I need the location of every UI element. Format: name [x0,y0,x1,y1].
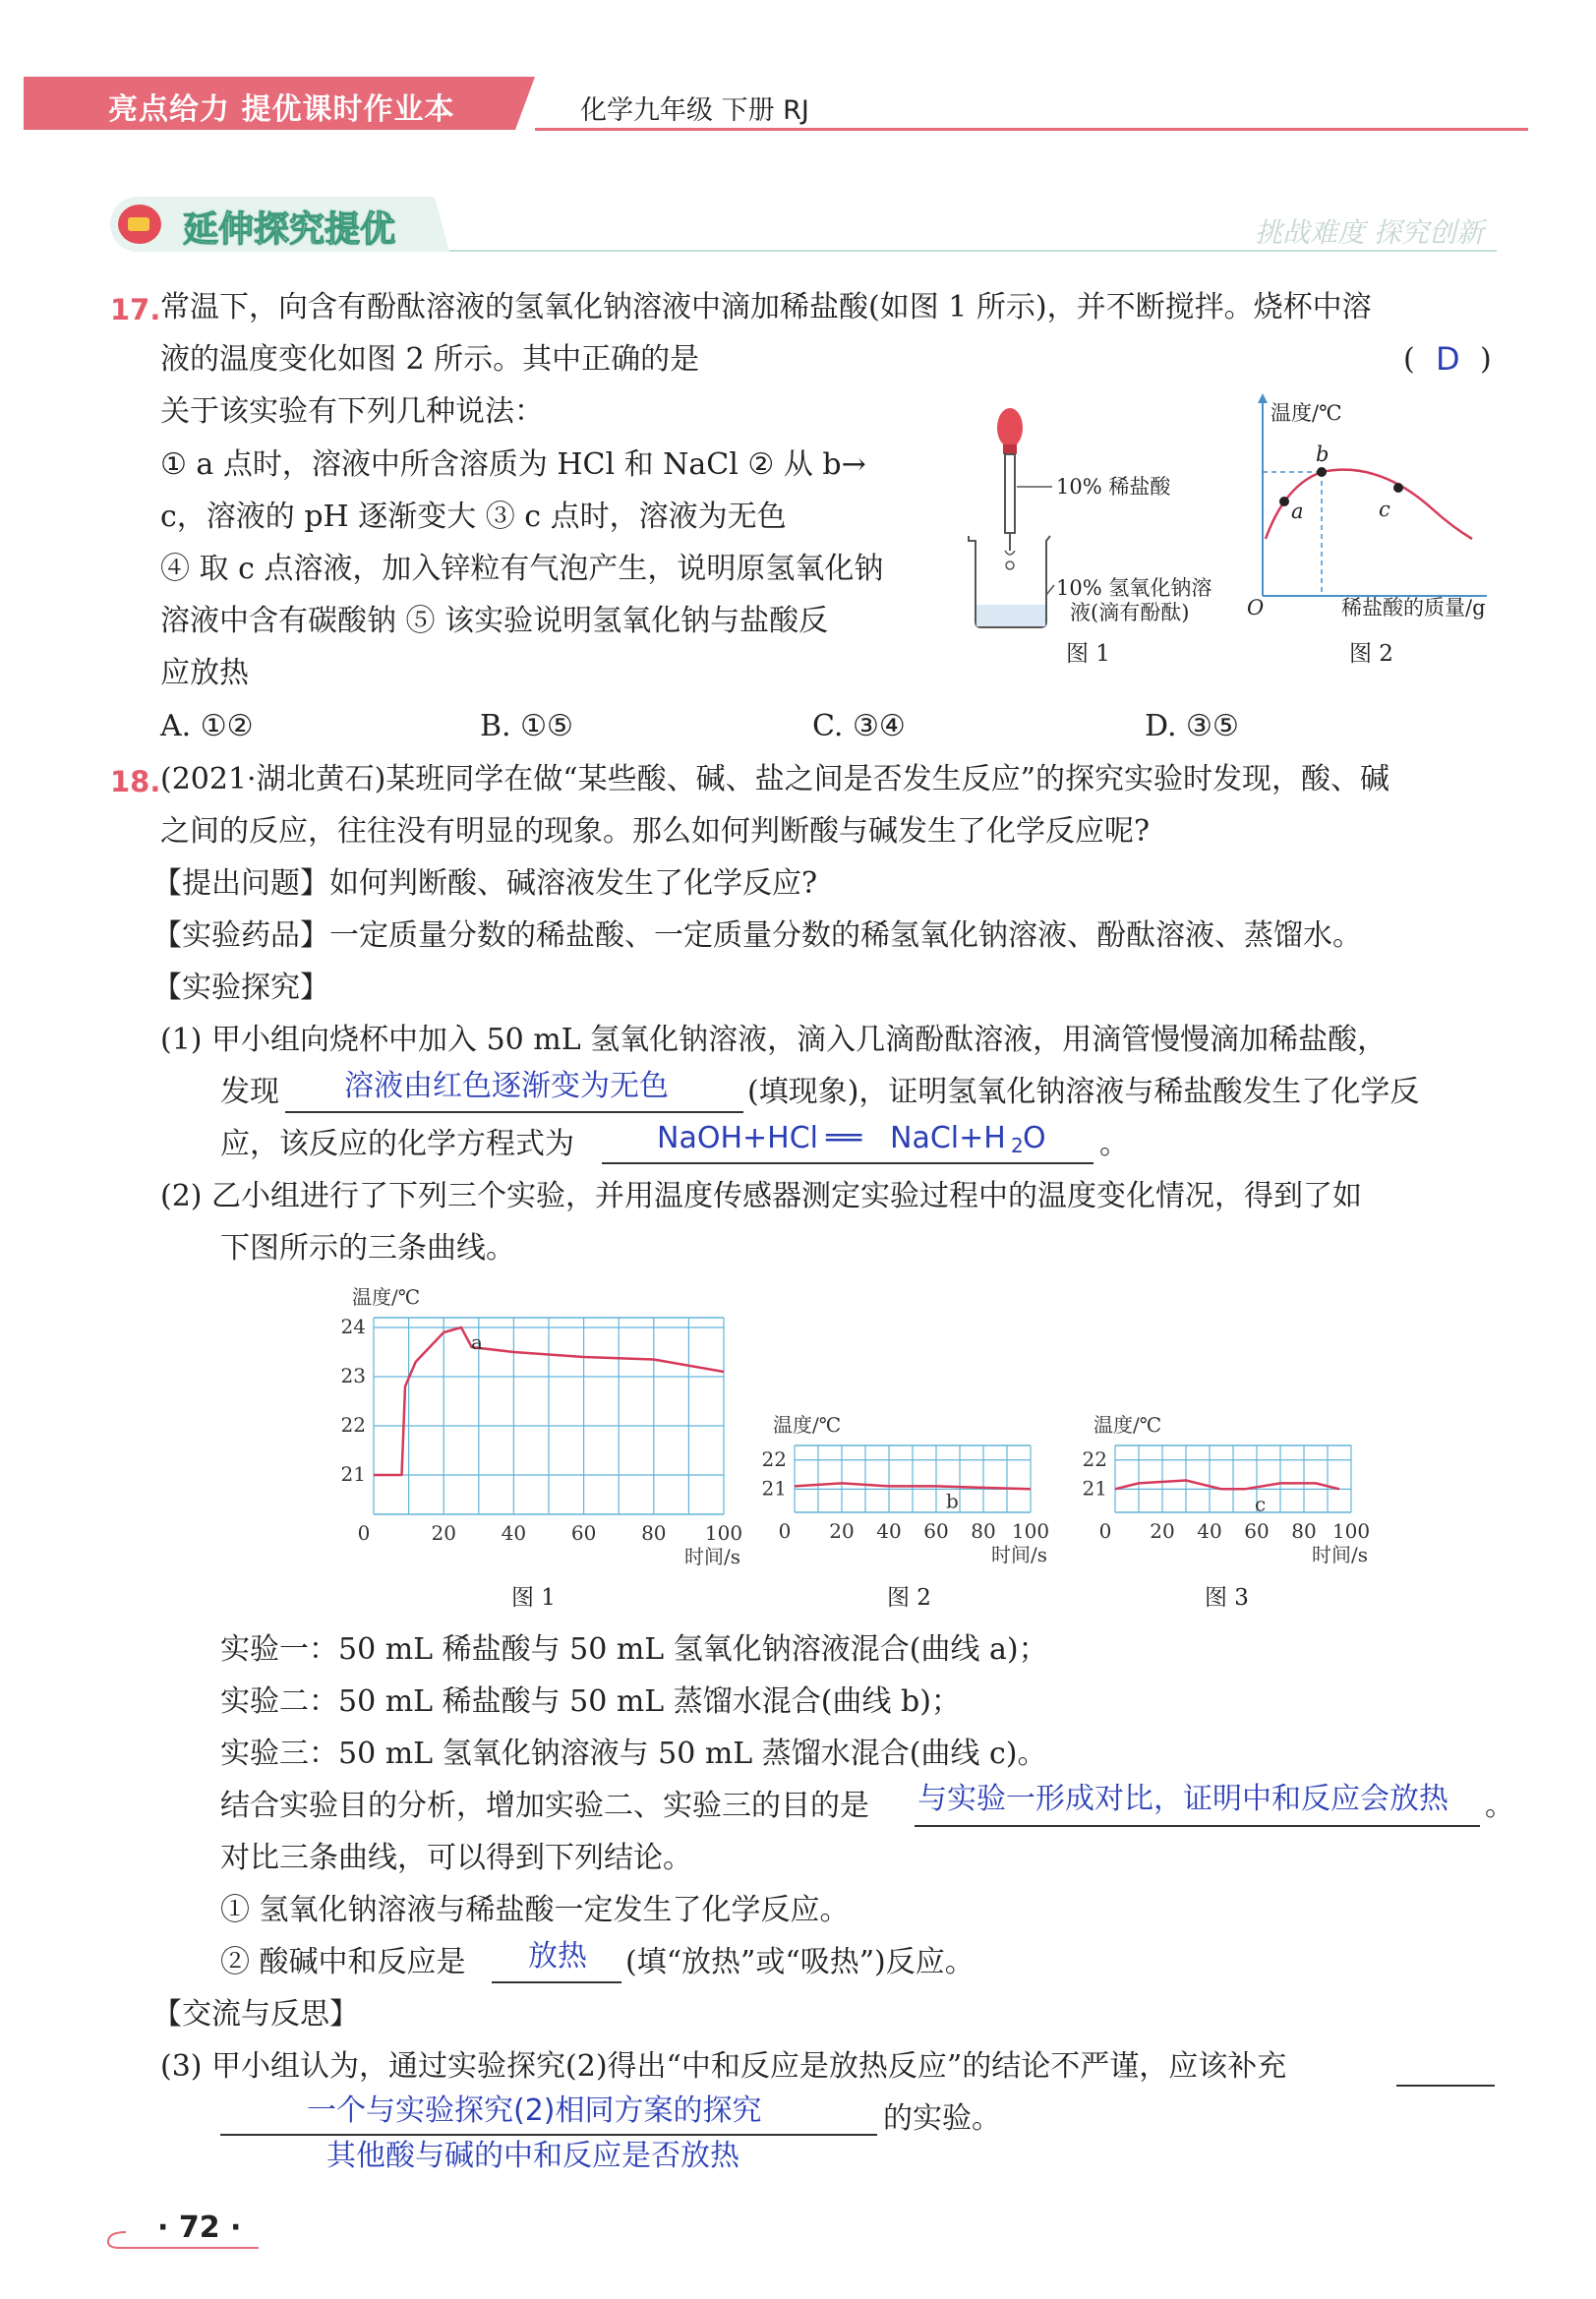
x-axis-label: 时间/s [991,1543,1048,1566]
q18-purpose-end: 。 [1485,1789,1514,1823]
q17-fig2-label-b: b [1316,442,1330,466]
q17-fig2-caption: 图 2 [1349,641,1393,667]
q17-fig1-caption: 图 1 [1066,641,1110,667]
x-tick-label: 20 [829,1519,855,1543]
curve-label: b [946,1489,959,1513]
question-18-number: 18. [110,765,161,798]
dropper-icon [997,408,1023,551]
y-tick-label: 22 [340,1413,366,1437]
q17-fig2-origin: O [1247,596,1265,619]
q17-option-b: B. ①⑤ [480,709,573,743]
x-tick-label: 80 [1291,1519,1317,1543]
q18-chart2-caption: 图 2 [887,1585,931,1611]
q18-stem-line2: 之间的反应，往往没有明显的现象。那么如何判断酸与碱发生了化学反应呢? [160,814,1151,849]
x-tick-label: 0 [357,1521,371,1545]
q17-fig2-label-a: a [1291,500,1304,523]
answer-blank-line [915,1825,1480,1827]
q18-conclude: 对比三条曲线，可以得到下列结论。 [220,1841,692,1875]
section-subtitle: 挑战难度 探究创新 [1255,216,1484,249]
q18-conclusion-2-tail: (填“放热”或“吸热”)反应。 [625,1945,975,1979]
x-tick-label: 60 [923,1519,949,1543]
q17-figure2-chart [1241,391,1497,618]
curve-label: c [1255,1492,1267,1516]
q18-chart3-caption: 图 3 [1205,1585,1249,1611]
subject-label: 化学九年级 下册 RJ [580,95,809,126]
x-tick-label: 100 [1331,1519,1371,1543]
q18-purpose-lead: 结合实验目的分析，增加实验二、实验三的目的是 [220,1789,869,1823]
q18-purpose-answer: 与实验一形成对比，证明中和反应会放热 [917,1782,1448,1816]
q17-claim-line: 应放热 [160,656,249,690]
q18-chart1-caption: 图 1 [511,1585,556,1611]
q18-part3-line1: (3) 甲小组认为，通过实验探究(2)得出“中和反应是放热反应”的结论不严谨，应该补充 [160,2049,1287,2084]
answer-blank-line [492,1981,621,1983]
x-tick-label: 20 [431,1521,456,1545]
q17-option-a: A. ①② [160,709,254,743]
q18-equation-subscript: 2 [1011,1134,1024,1157]
q18-part3-tail: 的实验。 [883,2101,1001,2136]
acid-label: 10% 稀盐酸 [1056,475,1171,499]
q18-chart-1 [325,1278,757,1573]
q18-part1-line1: (1) 甲小组向烧杯中加入 50 mL 氢氧化钠溶液，滴入几滴酚酞溶液，用滴管慢慢滴加稀盐酸， [160,1023,1388,1057]
q18-chart-2 [757,1406,1072,1573]
q18-equation-right: NaCl+H [890,1121,1006,1155]
q17-paren-open: ( [1403,342,1415,377]
series-title: 亮点给力 提优课时作业本 [108,92,455,127]
point-b [1317,467,1327,477]
x-tick-label: 20 [1150,1519,1175,1543]
q18-equation-left: NaOH+HCl [657,1121,818,1155]
q17-stem-line1: 常温下，向含有酚酞溶液的氢氧化钠溶液中滴加稀盐酸(如图 1 所示)，并不断搅拌。烧杯中溶 [160,290,1372,324]
q17-fig2-ylabel: 温度/℃ [1271,401,1342,425]
q17-stem-line2: 液的温度变化如图 2 所示。其中正确的是 [160,342,700,377]
y-axis-label: 温度/℃ [352,1285,421,1309]
curve-label: a [471,1330,483,1354]
base-label-line2: 液(滴有酚酞) [1070,601,1190,624]
y-axis-label: 温度/℃ [1094,1413,1162,1437]
x-tick-label: 40 [501,1521,527,1545]
q18-part2-line1: (2) 乙小组进行了下列三个实验，并用温度传感器测定实验过程中的温度变化情况，得到了如 [160,1179,1363,1213]
q18-part1-found: 发现 [220,1075,279,1109]
x-tick-label: 100 [704,1521,743,1545]
x-axis-label: 时间/s [1312,1543,1369,1566]
answer-blank-line [602,1162,1094,1164]
answer-blank-line [220,2134,877,2136]
section-book-icon [118,205,161,244]
y-axis-label: 温度/℃ [773,1413,842,1437]
q18-explore-heading: 【实验探究】 [152,971,329,1005]
q18-experiment2: 实验二：50 mL 稀盐酸与 50 mL 蒸馏水混合(曲线 b)； [220,1684,961,1719]
q17-fig2-xlabel: 稀盐酸的质量/g [1341,596,1486,619]
series-line-c [1115,1481,1339,1490]
q18-part1-tail: (填现象)，证明氢氧化钠溶液与稀盐酸发生了化学反 [747,1075,1420,1109]
q18-equation-o: O [1023,1121,1046,1155]
q18-reflect-heading: 【交流与反思】 [152,1997,359,2032]
x-tick-label: 0 [778,1519,792,1543]
q17-claim-line: c，溶液的 pH 逐渐变大 ③ c 点时，溶液为无色 [160,500,787,534]
q18-problem: 【提出问题】如何判断酸、碱溶液发生了化学反应? [152,866,818,901]
q17-figure1-apparatus [944,403,1239,678]
y-tick-label: 22 [761,1446,787,1471]
x-tick-label: 100 [1011,1519,1050,1543]
q18-experiment1: 实验一：50 mL 稀盐酸与 50 mL 氢氧化钠溶液混合(曲线 a)； [220,1632,1048,1667]
q17-claim-line: 溶液中含有碳酸钠 ⑤ 该实验说明氢氧化钠与盐酸反 [160,604,829,638]
y-tick-label: 21 [761,1476,787,1501]
x-axis-label: 时间/s [684,1545,741,1568]
point-a [1279,497,1289,506]
q17-option-d: D. ③⑤ [1145,709,1239,743]
section-title: 延伸探究提优 [183,209,396,250]
q18-reagents: 【实验药品】一定质量分数的稀盐酸、一定质量分数的稀氢氧化钠溶液、酚酞溶液、蒸馏水。 [152,918,1362,953]
q17-paren-close: ) [1480,342,1492,377]
q18-conclusion-2-lead: ② 酸碱中和反应是 [220,1945,466,1979]
q18-equation-sign: ══ [826,1121,862,1155]
header-rule [535,128,1528,131]
y-tick-label: 21 [340,1462,366,1486]
q18-part1-answer-phenomenon: 溶液由红色逐渐变为无色 [344,1069,669,1103]
q18-stem-line1: (2021·湖北黄石)某班同学在做“某些酸、碱、盐之间是否发生反应”的探究实验时发现，酸、碱 [160,762,1389,796]
x-tick-label: 40 [876,1519,902,1543]
q17-claims-intro: 关于该实验有下列几种说法： [160,394,544,429]
q18-experiment3: 实验三：50 mL 氢氧化钠溶液与 50 mL 蒸馏水混合(曲线 c)。 [220,1737,1047,1771]
q18-part2-line2: 下图所示的三条曲线。 [220,1231,515,1266]
x-tick-label: 80 [641,1521,667,1545]
x-tick-label: 40 [1197,1519,1222,1543]
q18-conclusion-2-answer: 放热 [528,1939,587,1974]
q18-part1-end: 。 [1099,1127,1129,1161]
question-17-number: 17. [110,293,161,326]
q17-option-c: C. ③④ [812,709,906,743]
x-tick-label: 0 [1098,1519,1112,1543]
y-tick-label: 21 [1082,1476,1107,1501]
q18-part1-line3: 应，该反应的化学方程式为 [220,1127,574,1161]
x-tick-label: 80 [971,1519,996,1543]
answer-blank-line [285,1111,743,1113]
q18-chart-3 [1074,1406,1389,1573]
q18-part3-answer1: 一个与实验探究(2)相同方案的探究 [307,2093,762,2128]
q17-fig2-label-c: c [1379,498,1390,521]
page-number: · 72 · [157,2211,242,2245]
x-tick-label: 60 [570,1521,597,1545]
q18-conclusion-1: ① 氢氧化钠溶液与稀盐酸一定发生了化学反应。 [220,1893,850,1927]
y-tick-label: 22 [1082,1446,1107,1471]
x-tick-label: 60 [1244,1519,1270,1543]
q18-part3-answer2: 其他酸与碱的中和反应是否放热 [326,2139,739,2173]
q17-answer: D [1436,340,1460,378]
y-tick-label: 23 [340,1364,366,1387]
q17-claim-line: ④ 取 c 点溶液，加入锌粒有气泡产生，说明原氢氧化钠 [160,552,884,586]
base-label-line1: 10% 氢氧化钠溶 [1056,576,1212,600]
point-c [1393,483,1403,493]
page-header [24,77,1499,130]
answer-blank-line [1396,2085,1495,2087]
y-tick-label: 24 [340,1315,366,1338]
q17-claim-line: ① a 点时，溶液中所含溶质为 HCl 和 NaCl ② 从 b→ [160,447,866,482]
